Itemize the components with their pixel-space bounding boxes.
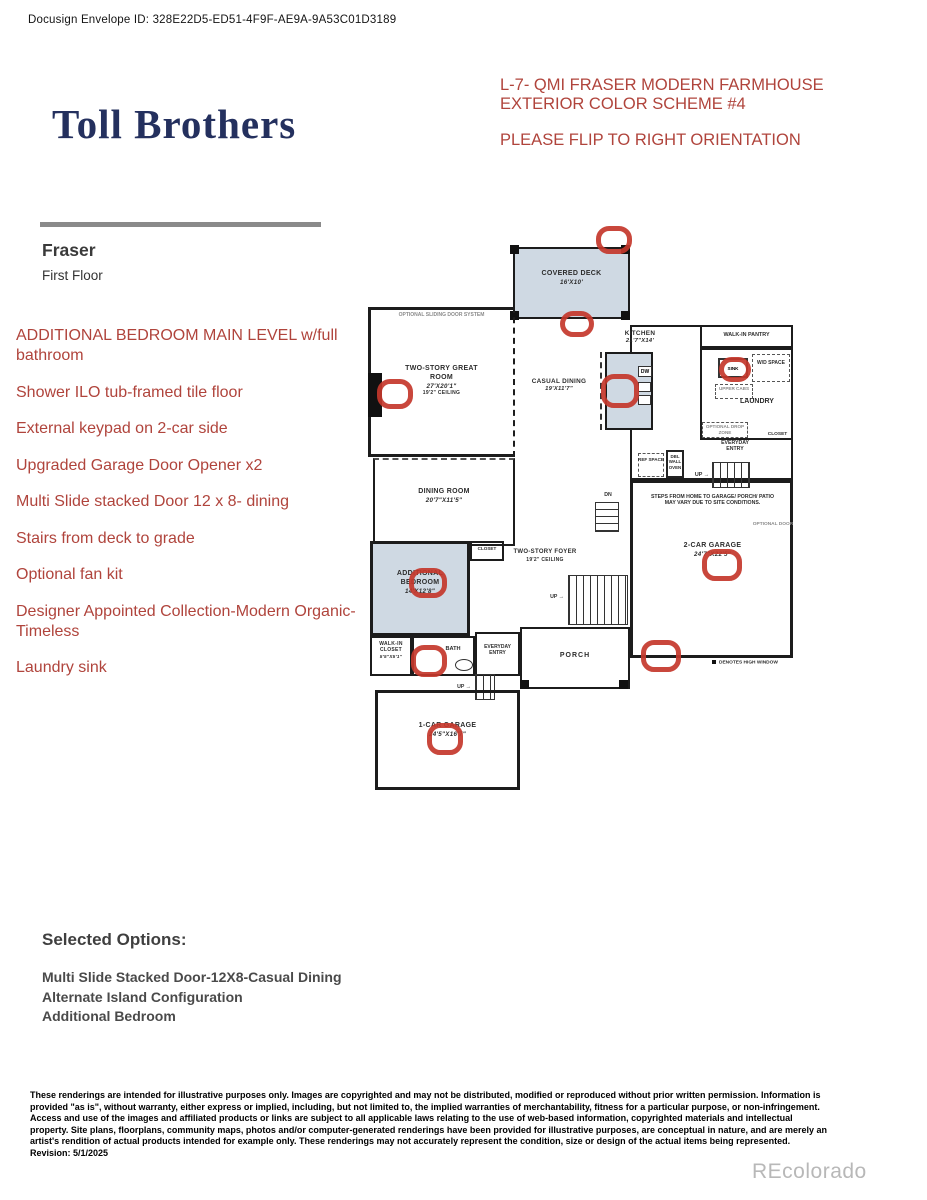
annotation-circle	[601, 374, 639, 408]
dishwasher: DW	[638, 366, 652, 377]
dn-stairs	[595, 502, 619, 532]
garage-2car-label: 2-CAR GARAGE 24'7"X22'5"	[683, 542, 742, 558]
up-label-1car: UP →	[457, 684, 471, 690]
wd-space-label: W/D SPACE	[757, 360, 785, 366]
annotation-circle	[411, 645, 447, 677]
covered-deck-label: COVERED DECK 16'X10'	[541, 270, 602, 286]
closet-upper-label: CLOSET	[767, 432, 788, 437]
docusign-envelope-id: Docusign Envelope ID: 328E22D5-ED51-4F9F-AE9A-9A53C01D3189	[28, 14, 397, 26]
divider-bar	[40, 222, 321, 227]
garage-stairs	[712, 462, 750, 488]
selected-options-list	[42, 968, 462, 1027]
selected-option: Alternate Island Configuration	[42, 988, 243, 1005]
recolorado-watermark: REcolorado	[752, 1160, 867, 1183]
island-cabinet	[638, 382, 651, 392]
red-options-list	[16, 326, 366, 695]
red-subtitle: PLEASE FLIP TO RIGHT ORIENTATION	[500, 131, 801, 149]
up-label-foyer: UP →	[550, 594, 564, 600]
red-option: External keypad on 2-car side	[16, 420, 228, 437]
annotation-circle	[719, 357, 751, 382]
annotation-circle	[427, 723, 463, 755]
porch-post	[619, 680, 628, 689]
deck-post	[621, 311, 630, 320]
drop-zone-label: OPTIONAL DROP ZONE	[705, 424, 745, 435]
red-option: Upgraded Garage Door Opener x2	[16, 456, 263, 474]
foyer-label: TWO-STORY FOYER 19'2" CEILING	[513, 549, 577, 563]
casual-dining-label: CASUAL DINING 19'X11'7"	[531, 378, 587, 392]
red-option: Multi Slide stacked Door 12 x 8- dining	[16, 493, 290, 510]
walk-in-closet-label: WALK-IN CLOSET 5'5"X5'1"	[379, 641, 403, 659]
bedroom-closet-label: CLOSET	[477, 546, 497, 551]
annotation-circle	[377, 379, 413, 409]
pantry-label: WALK-IN PANTRY	[723, 332, 770, 338]
red-option: Designer Appointed Collection-Modern Organic-Timeless	[16, 602, 356, 640]
toilet	[455, 659, 473, 671]
wd-space-box	[752, 354, 790, 382]
bath-label: BATH	[445, 646, 461, 652]
laundry-label: LAUNDRY	[740, 398, 774, 405]
dn-label: DN	[604, 492, 612, 498]
disclaimer-text: These renderings are intended for illustrative purposes only. Images are copyrighted and may not be distributed, modified or reproduced without prior written permission. Information is provided "as is", without warranty, either express or implied, including, but not limited to, the implied warranties of merchantability, fitness for a particular purpose, or non-infringement. Access and use of the images and affiliated products or links are subject to all applicable laws relating to the use of web-based information, copyrighted materials and intellectual property. Site plans, floorplans, community maps, photos and/or computer-generated renderings have been provided for illustrative purposes, are conceptual in nature, and are merely an artist's rendition of actual products intended for example only. These renderings may not accurately represent the condition, size or design of the actual items being represented. Revision: 5/1/2025	[30, 1090, 828, 1158]
everyday-entry-lower-label: EVERYDAY ENTRY	[484, 644, 511, 656]
annotation-circle	[641, 640, 681, 672]
high-window-note: DENOTES HIGH WINDOW	[712, 660, 802, 666]
sliding-door-note: OPTIONAL SLIDING DOOR SYSTEM	[398, 312, 485, 318]
great-room-label: TWO-STORY GREAT ROOM 27'X20'1" 19'2" CEILING	[405, 365, 478, 397]
optional-door-label: OPTIONAL DOOR	[752, 522, 794, 527]
laundry-sink: SINK	[718, 358, 748, 378]
kitchen-label: KITCHEN 21'7"X14'	[624, 330, 656, 344]
floorplan	[360, 222, 805, 812]
up-label-garage: UP →	[694, 472, 710, 478]
garage-1car-label: 1-CAR GARAGE 24'5"X16'7"	[418, 722, 477, 738]
porch-label: PORCH	[559, 652, 591, 659]
foyer-stairs	[568, 575, 628, 625]
ref-space-label: REF SPACE	[638, 457, 664, 462]
red-title-line1: L-7- QMI FRASER MODERN FARMHOUSE	[500, 76, 824, 94]
additional-bedroom-label: ADDITIONAL BEDROOM 14'X12'8"	[396, 570, 444, 595]
steps-note: STEPS FROM HOME TO GARAGE/ PORCH/ PATIO MAY VARY DUE TO SITE CONDITIONS.	[650, 494, 775, 507]
selected-option: Multi Slide Stacked Door-12X8-Casual Dining	[42, 969, 342, 985]
dbl-wall-oven-label: DBL WALL OVEN	[668, 454, 682, 470]
deck-post	[510, 245, 519, 254]
toll-brothers-logo: Toll Brothers	[52, 101, 297, 147]
annotation-circle	[560, 311, 594, 337]
selected-option: Additional Bedroom	[42, 1008, 176, 1024]
upper-cabs-label: UPPER CABS	[718, 386, 750, 391]
red-title	[500, 76, 900, 114]
red-option: Laundry sink	[16, 659, 107, 676]
red-option: Stairs from deck to grade	[16, 529, 195, 547]
selected-options-title: Selected Options:	[42, 930, 187, 949]
dining-room-label: DINING ROOM 20'7"X11'5"	[418, 488, 470, 504]
red-option: ADDITIONAL BEDROOM MAIN LEVEL w/full bathroom	[16, 327, 338, 364]
plan-name: Fraser	[42, 240, 96, 260]
porch-post	[520, 680, 529, 689]
everyday-entry-upper-label: EVERYDAY ENTRY	[721, 440, 749, 453]
red-option: Shower ILO tub-framed tile floor	[16, 383, 243, 401]
annotation-circle	[596, 226, 632, 254]
red-option: Optional fan kit	[16, 566, 123, 583]
annotation-circle	[702, 549, 742, 581]
island-cabinet	[638, 395, 651, 405]
red-title-line2: EXTERIOR COLOR SCHEME #4	[500, 95, 746, 113]
annotation-circle	[409, 568, 447, 598]
high-window-square-icon	[712, 660, 716, 664]
plan-floor: First Floor	[42, 268, 103, 283]
